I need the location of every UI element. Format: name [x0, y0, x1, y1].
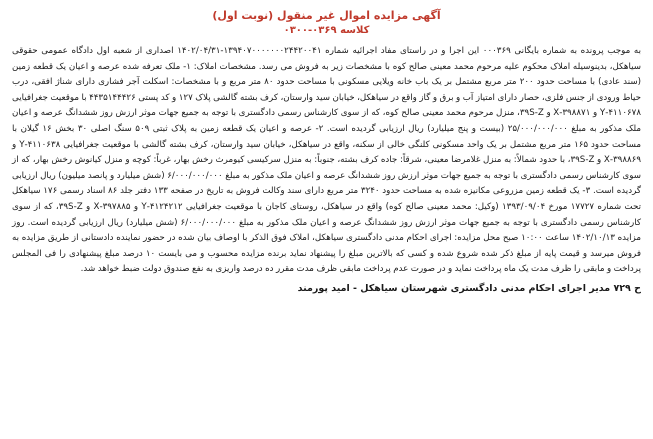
class-number: کلاسه ۰۳۶۹-۰۳۰۰: [283, 25, 370, 36]
notice-signature: ح ۷۲۹ مدیر اجرای احکام مدنی دادگستری شهرستان سیاهکل - امید پورمند: [297, 282, 641, 294]
notice-body: به موجب پرونده به شماره بایگانی ۰۰۰۳۶۹ این اجرا و در راستای مفاد اجرائیه شماره ۱۳۹۴۰۷۰۰۰۰۰۰۰۲۴۴۲۰۰۴۱-۱۴۰۲/۰۴/۳۱ اصداری از شعبه اول دادگاه عمومی حقوقی سیاهکل، بدینوسیله املاک محکوم علیه مرحوم محمد معینی صالح کوه با مشخصات زیر به فروش می رسد. مشخصات املاک: ۱- ملک تعرفه شده عرصه و اعیان یک قطعه زمین (سند عادی) با مساحت حدود ۲۰۰ متر مربع مشتمل بر یک باب خانه ویلایی مسکونی با مساحت حدود ۸۰ متر مربع و با مشخصات: اسکلت آجر فشاری دارای شناژ افقی، درب حیاط ورودی از جنس فلزی، حصار دارای امتیاز آب و برق و گاز واقع در سیاهکل، خیابان سید وارستان، کرف بشته گالشی پلاک ۱۲۷ و کد پستی ۴۴۳۵۱۴۴۴۲۶ با موقعیت جغرافیایی ۴۱۱۰۶۷۸-Y و ۳۹۸۸۷۱-X و ۳۹S-Z، منزل مرحوم محمد معینی صالح کوه، که از سوی کارشناس رسمی دادگستری با توجه به جمیع جهات موثر ارزش روز ششدانگ عرصه و اعیان ملک مذکور به مبلغ ۲۵/۰۰۰/۰۰۰/۰۰۰ (بیست و پنج میلیارد) ریال ارزیابی گردیده است. ۲- عرصه و اعیان یک قطعه زمین به پلاک ثبتی ۵۰۹ سنگ اصلی ۳۰ بخش ۱۶ گیلان با مساحت حدود ۱۶۵ متر مربع مشتمل بر یک واحد مسکونی کلنگی خالی از سکنه، واقع در سیاهکل، خیابان سید وارستان، کرف بشته گالشی با موقعیت جغرافیایی ۴۱۱۰۶۳۸-Y و ۳۹۸۸۶۹-X و ۳۹S-Z، با حدود شمالاً: به منزل غلامرضا معینی، شرقاً: جاده کرف بشته، جنوباً: به منزل سرکیسی کیومرث رخش بهار، غرباً: کوچه و منزل کیانوش رخش بهار، که از سوی کارشناس رسمی دادگستری با توجه به جمیع جهات موثر ارزش روز ششدانگ عرصه و اعیان ملک مذکور به مبلغ ۶/۰۰۰/۰۰۰/۰۰۰ (شش میلیارد و پانصد میلیون) ریال ارزیابی گردیده است. ۳- یک قطعه زمین مزروعی مکانیزه شده به مساحت حدود ۳۲۴۰ متر مربع دارای سند وکالت فروش به تاریخ در صفحه ۱۳۳ دفتر جلد ۸۶ اسناد رسمی ۱۷۶ سیاهکل تحت شماره ۱۷۷۲۷ مورخ ۱۳۹۳/۰۹/۰۴ (وکیل: محمد معینی صالح کوه) واقع در سیاهکل، روستای کاجان با موقعیت جغرافیایی ۴۱۲۴۲۱۲-Y و ۳۹۷۸۸۵-X و ۳۹S-Z، که از سوی کارشناس رسمی دادگستری با توجه به جمیع جهات موثر ارزش روز ششدانگ عرصه و اعیان ملک مذکور به مبلغ ۶/۰۰۰/۰۰۰/۰۰۰ (شش میلیارد) ریال ارزیابی گردیده است. روز مزایده ۱۴۰۲/۱۰/۱۳ ساعت ۱۰:۰۰ صبح محل مزایده: اجرای احکام مدنی دادگستری سیاهکل، املاک فوق الذکر با اوصاف بیان شده در حضور نماینده دادستانی از طریق مزایده به فروش میرسد و قیمت پایه از مبلغ ذکر شده شروع شده و کسی که بالاترین مبلغ را پیشنهاد نماید برنده مزایده محسوب و می بایست ۱۰ درصد مبلغ پیشنهادی را فی المجلس پرداخت و مابقی را ظرف مدت یک ماه پرداخت نماید و در صورت عدم پرداخت مابقی ظرف مدت مقرر ده درصد واریزی به نفع صندوق دولت ضبط خواهد شد.: [12, 46, 642, 275]
notice-title: آگهی مزایده اموال غیر منقول (نوبت اول): [212, 9, 441, 22]
